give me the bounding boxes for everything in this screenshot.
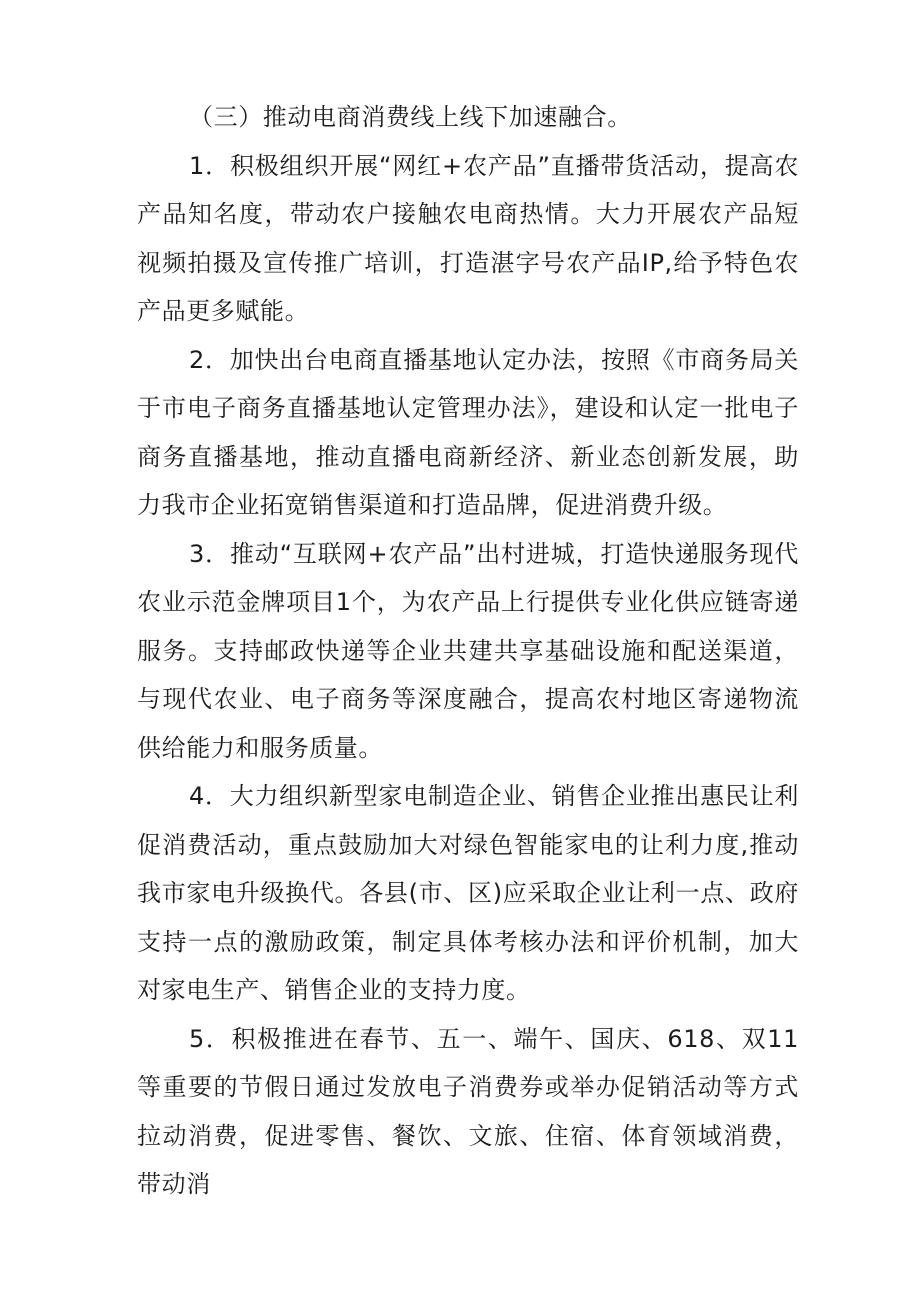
paragraph-3: 3．推动“互联网+农产品”出村进城，打造快递服务现代农业示范金牌项目1个，为农产品上行提供专业化供应链寄递服务。支持邮政快递等企业共建共享基础设施和配送渠道，与现代农业、电子商务等深度融合，提高农村地区寄递物流供给能力和服务质量。 <box>137 539 799 762</box>
paragraph-2: 2．加快出台电商直播基地认定办法，按照《市商务局关于市电子商务直播基地认定管理办法》，建设和认定一批电子商务直播基地，推动直播电商新经济、新业态创新发展，助力我市企业拓宽销售渠道和打造品牌，促进消费升级。 <box>137 345 799 519</box>
section-heading: （三）推动电商消费线上线下加速融合。 <box>189 103 632 131</box>
document-body <box>137 93 799 1209</box>
paragraph-5: 5．积极推进在春节、五一、端午、国庆、618、双11等重要的节假日通过发放电子消费券或举办促销活动等方式拉动消费，促进零售、餐饮、文旅、住宿、体育领域消费，带动消 <box>137 1024 799 1198</box>
paragraph-1: 1．积极组织开展“网红+农产品”直播带货活动，提高农产品知名度，带动农户接触农电商热情。大力开展农产品短视频拍摄及宣传推广培训，打造湛字号农产品IP,给予特色农产品更多赋能。 <box>137 151 799 325</box>
paragraph-4: 4．大力组织新型家电制造企业、销售企业推出惠民让利促消费活动，重点鼓励加大对绿色智能家电的让利力度,推动我市家电升级换代。各县(市、区)应采取企业让利一点、政府支持一点的激励政策，制定具体考核办法和评价机制，加大对家电生产、销售企业的支持力度。 <box>137 782 799 1004</box>
